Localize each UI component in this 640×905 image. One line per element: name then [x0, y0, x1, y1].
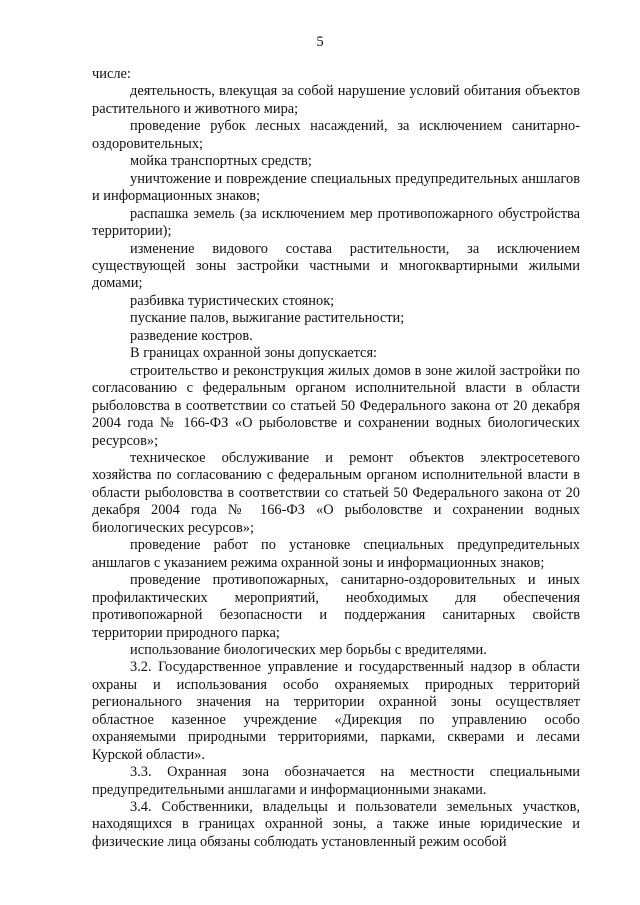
paragraph: распашка земель (за исключением мер противопожарного обустройства территории); — [92, 205, 580, 240]
document-body — [92, 66, 580, 851]
page-number: 5 — [316, 34, 324, 50]
paragraph: мойка транспортных средств; — [130, 153, 312, 170]
paragraph: числе: — [92, 66, 131, 82]
paragraph: строительство и реконструкция жилых домов в зоне жилой застройки по согласованию с федеральным органом исполнительной власти в области рыболовства в соответствии со статьей 50 Федерального закона от 20 декабря 2004 года № 166-ФЗ «О рыболовстве и сохранении водных биологических ресурсов»; — [92, 362, 580, 449]
paragraph: деятельность, влекущая за собой нарушение условий обитания объектов растительного и животного мира; — [92, 83, 580, 117]
paragraph: разведение костров. — [130, 327, 253, 344]
paragraph: проведение рубок лесных насаждений, за исключением санитарно-оздоровительных; — [92, 118, 580, 152]
paragraph: изменение видового состава растительности, за исключением существующей зоны застройки частными и многоквартирными жилыми домами; — [92, 240, 580, 292]
paragraph: техническое обслуживание и ремонт объектов электросетевого хозяйства по согласованию с федеральным органом исполнительной власти в области рыболовства в соответствии со статьей 50 Федерального закона от 20 декабря 2004 года № 166-ФЗ «О рыболовстве и сохранении водных биологических ресурсов»; — [92, 449, 580, 536]
paragraph: использование биологических мер борьбы с вредителями. — [130, 641, 487, 658]
paragraph: 3.4. Собственники, владельцы и пользователи земельных участков, находящихся в границах охранной зоны, а также иные юридические и физические лица обязаны соблюдать установленный режим особой — [92, 799, 580, 850]
paragraph: уничтожение и повреждение специальных предупредительных аншлагов и информационных знаков; — [92, 170, 580, 205]
paragraph: пускание палов, выжигание растительности; — [130, 310, 405, 327]
paragraph: В границах охранной зоны допускается: — [130, 345, 378, 362]
paragraph: проведение противопожарных, санитарно-оздоровительных и иных профилактических мероприятий, необходимых для обеспечения противопожарной безопасности и поддержания санитарных свойств территории природного парка; — [92, 572, 580, 641]
paragraph: 3.3. Охранная зона обозначается на местности специальными предупредительными аншлагами и информационными знаками. — [92, 764, 580, 798]
paragraph: 3.2. Государственное управление и государственный надзор в области охраны и использования особо охраняемых природных территорий регионального значения на территории охранной зоны осуществляет областное казенное учреждение «Дирекция по управлению особо охраняемыми природными территориями, парками, скверами и лесами Курской области». — [92, 659, 580, 763]
paragraph: разбивка туристических стоянок; — [130, 292, 335, 309]
paragraph: проведение работ по установке специальных предупредительных аншлагов с указанием режима охранной зоны и информационных знаков; — [92, 537, 580, 571]
